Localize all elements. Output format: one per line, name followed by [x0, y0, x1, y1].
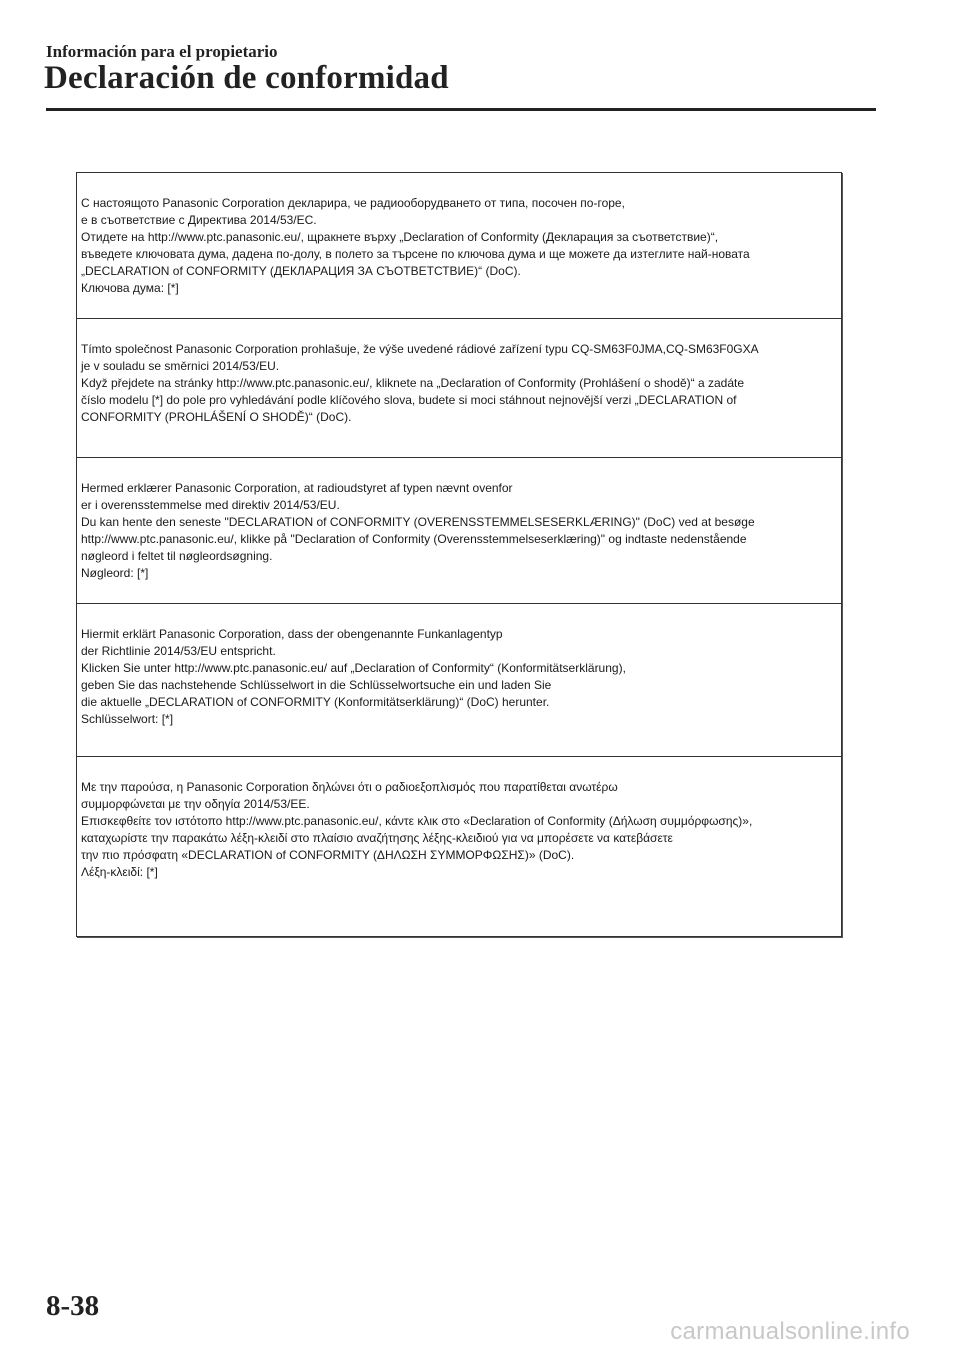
- declaration-line: er i overensstemmelse med direktiv 2014/53/EU.: [81, 498, 340, 512]
- title-divider: [46, 108, 876, 111]
- declaration-line: Tímto společnost Panasonic Corporation prohlašuje, že výše uvedené rádiové zařízení typu CQ-SM63F0JMA,CQ-SM63F0GXA: [81, 342, 759, 356]
- declaration-line: Nøgleord: [*]: [81, 566, 149, 580]
- declaration-line: Ключова дума: [*]: [81, 281, 179, 295]
- declaration-line: Když přejdete na stránky http://www.ptc.panasonic.eu/, kliknete na „Declaration of Conformity (Prohlášení o shodě)“ a zadáte: [81, 376, 745, 390]
- declaration-line: nøgleord i feltet til nøgleordsøgning.: [81, 549, 273, 563]
- section-label: Información para el propietario: [46, 42, 278, 61]
- declaration-line: http://www.ptc.panasonic.eu/, klikke på "Declaration of Conformity (Overensstemmelseserklæring)" og indtaste nedenstående: [81, 532, 747, 546]
- declaration-line: συμμορφώνεται με την οδηγία 2014/53/ΕΕ.: [81, 797, 310, 811]
- declaration-line: je v souladu se směrnici 2014/53/EU.: [81, 359, 280, 373]
- declaration-line: číslo modelu [*] do pole pro vyhledávání podle klíčového slova, budete si moci stáhnout nejnovější verzi „DECLARATION of: [81, 393, 737, 407]
- declaration-line: Με την παρούσα, η Panasonic Corporation δηλώνει ότι ο ραδιοεξοπλισμός που παρατίθεται ανωτέρω: [81, 780, 618, 794]
- declaration-line: е в съответствие с Директива 2014/53/ЕС.: [81, 213, 317, 227]
- declaration-line: Schlüsselwort: [*]: [81, 712, 174, 726]
- declaration-line: „DECLARATION of CONFORMITY (ДЕКЛАРАЦИЯ ЗА СЪОТВЕТСТВИЕ)“ (DoC).: [81, 264, 521, 278]
- declaration-line: въведете ключовата дума, дадена по-долу, в полето за търсене по ключова дума и ще можете да изтеглите най-новата: [81, 247, 750, 261]
- declaration-line: С настоящото Panasonic Corporation декларира, че радиооборудването от типа, посочен по-горе,: [81, 196, 625, 210]
- declaration-line: CONFORMITY (PROHLÁŠENÍ O SHODĚ)“ (DoC).: [81, 410, 352, 424]
- declaration-line: Отидете на http://www.ptc.panasonic.eu/, щракнете върху „Declaration of Conformity (Декларация за съответствие)“,: [81, 230, 719, 244]
- declaration-row-cs: [77, 318, 841, 457]
- declaration-line: καταχωρίστε την παρακάτω λέξη-κλειδί στο πλαίσιο αναζήτησης λέξης-κλειδιού για να μπορέσετε να κατεβάσετε: [81, 831, 673, 845]
- declaration-line: Επισκεφθείτε τον ιστότοπο http://www.ptc.panasonic.eu/, κάντε κλικ στο «Declaration of Conformity (Δήλωση συμμόρφωσης)»,: [81, 814, 753, 828]
- declaration-row-da: [77, 457, 841, 603]
- watermark: carmanualsonline.info: [670, 1318, 910, 1345]
- declaration-line: Hiermit erklärt Panasonic Corporation, dass der obengenannte Funkanlagentyp: [81, 627, 503, 641]
- page-number: 8-38: [46, 1290, 100, 1322]
- declaration-line: Hermed erklærer Panasonic Corporation, at radioudstyret af typen nævnt ovenfor: [81, 481, 513, 495]
- declaration-line: Du kan hente den seneste "DECLARATION of CONFORMITY (OVERENSSTEMMELSESERKLÆRING)" (DoC) ved at besøge: [81, 515, 755, 529]
- declaration-line: der Richtlinie 2014/53/EU entspricht.: [81, 644, 276, 658]
- declaration-line: Λέξη-κλειδί: [*]: [81, 865, 158, 879]
- page-title: Declaración de conformidad: [44, 60, 449, 96]
- declaration-line: geben Sie das nachstehende Schlüsselwort in die Schlüsselwortsuche ein und laden Sie: [81, 678, 552, 692]
- declaration-line: την πιο πρόσφατη «DECLARATION of CONFORMITY (ΔΗΛΩΣΗ ΣΥΜΜΟΡΦΩΣΗΣ)» (DoC).: [81, 848, 575, 862]
- declaration-line: die aktuelle „DECLARATION of CONFORMITY (Konformitätserklärung)“ (DoC) herunter.: [81, 695, 550, 709]
- declaration-row-bg: [77, 173, 841, 318]
- declaration-table: [76, 172, 842, 937]
- declaration-row-de: [77, 603, 841, 756]
- declaration-row-el: [77, 756, 841, 936]
- declaration-line: Klicken Sie unter http://www.ptc.panasonic.eu/ auf „Declaration of Conformity“ (Konformitätserklärung),: [81, 661, 626, 675]
